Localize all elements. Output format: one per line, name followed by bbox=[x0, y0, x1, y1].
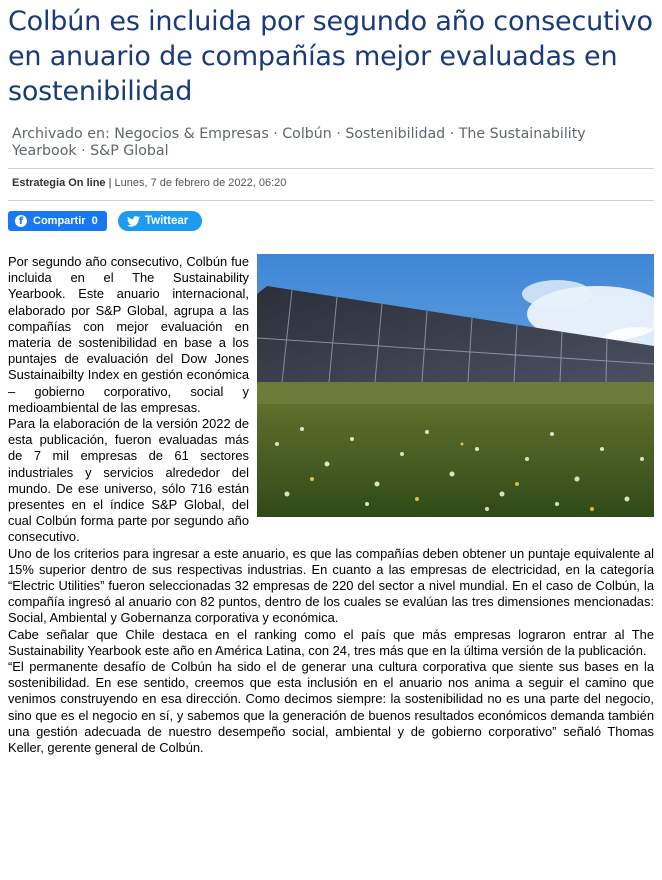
share-buttons bbox=[8, 211, 654, 232]
divider bbox=[8, 200, 654, 201]
facebook-share-label: Compartir bbox=[33, 215, 86, 227]
solar-panels-photo bbox=[257, 254, 654, 517]
facebook-icon: f bbox=[15, 215, 27, 227]
twitter-bird-icon bbox=[127, 216, 140, 227]
twitter-share-label: Twittear bbox=[145, 215, 189, 227]
category-link[interactable]: The Sustainability Yearbook bbox=[12, 126, 586, 159]
separator: · bbox=[449, 126, 455, 142]
article-title: Colbún es incluida por segundo año consecutivo en anuario de compañías mejor evaluadas en sostenibilidad bbox=[8, 6, 653, 107]
article-header bbox=[8, 0, 654, 232]
facebook-share-count: 0 bbox=[91, 215, 98, 227]
facebook-share-button[interactable] bbox=[8, 211, 107, 231]
article-paragraph: “El permanente desafío de Colbún ha sido el de generar una cultura corporativa que siente sus bases en la sostenibilidad. En ese sentido, creemos que esta inclusión en el anuario nos anima a seguir el camino que venimos construyendo en esa dirección. Como decimos siempre: la sostenibilidad no es una parte del negocio, sino que es el negocio en sí, y sabemos que la generación de buenos resultados económicos demanda también una gestión adecuada de nuestro desempeño social, ambiental y de gobierno corporativo” señaló Thomas Keller, gerente general de Colbún. bbox=[8, 659, 654, 756]
category-link[interactable]: Colbún bbox=[282, 126, 332, 142]
article-paragraph: Cabe señalar que Chile destaca en el ranking como el país que más empresas lograron entrar al The Sustainability Yearbook este año en América Latina, con 24, tres más que en la última versión de la publicación. bbox=[8, 626, 654, 658]
separator: · bbox=[336, 126, 341, 142]
category-link[interactable]: Sostenibilidad bbox=[345, 126, 446, 142]
twitter-share-button[interactable] bbox=[118, 211, 202, 231]
category-tags bbox=[8, 117, 654, 168]
separator: · bbox=[273, 126, 278, 142]
article-paragraph: Para la elaboración de la versión 2022 de esta publicación, fueron evaluadas más de 7 mil empresas de 61 sectores industriales y servicios alrededor del mundo. De ese universo, sólo 716 están presentes en el índice S&P Global, del cual Colbún forma parte por segundo año consecutivo. bbox=[8, 416, 249, 545]
archived-label: Archivado en: bbox=[12, 126, 110, 142]
article-paragraph: Por segundo año consecutivo, Colbún fue incluida en el The Sustainability Yearbook. Este anuario internacional, elaborado por S&P Global, agrupa a las compañías con mejor evaluación en materia de sostenibilidad en base a los puntajes de evaluación del Dow Jones Sustainaibilty Index en gestión económica – gobierno corporativo, social y medioambiental de las empresas. bbox=[8, 254, 249, 415]
article-source: Estrategia On line bbox=[12, 177, 106, 189]
byline-separator: | bbox=[108, 177, 115, 189]
article-date: Lunes, 7 de febrero de 2022, 06:20 bbox=[114, 177, 287, 189]
category-link[interactable]: S&P Global bbox=[90, 143, 169, 159]
article-body bbox=[8, 254, 654, 756]
article-paragraph: Uno de los criterios para ingresar a este anuario, es que las compañías deben obtener un puntaje equivalente al 15% superior dentro de sus respectivas industrias. En cuanto a las empresas de electricidad, en la categoría “Electric Utilities” fueron seleccionadas 32 empresas de 220 del sector a nivel mundial. En el caso de Colbún, la compañía ingresó al anuario con 82 puntos, dentro de los cuales se evalúan las tres dimensiones mencionadas: Social, Ambiental y Gobernanza corporativa y económica. bbox=[8, 545, 654, 626]
solar-panels-image bbox=[257, 254, 654, 517]
category-link[interactable]: Negocios & Empresas bbox=[114, 126, 269, 142]
separator: · bbox=[81, 143, 86, 159]
article-byline bbox=[8, 169, 654, 200]
